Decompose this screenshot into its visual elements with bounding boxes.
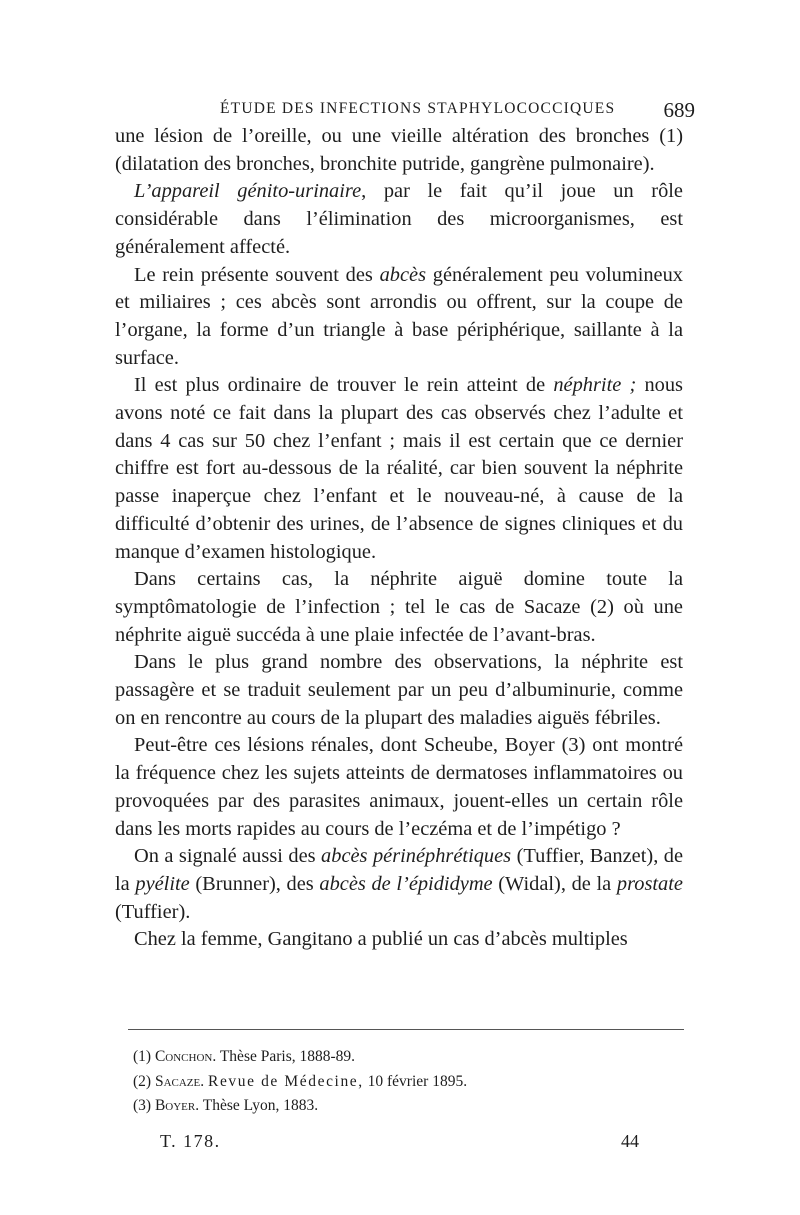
paragraph-4 xyxy=(115,372,683,566)
footnote-2-journal: Revue de Médecine, xyxy=(208,1072,364,1090)
footnote-2-text: 10 février 1895. xyxy=(367,1072,468,1090)
paragraph-8-text-a: On a signalé aussi des xyxy=(134,845,322,868)
paragraph-5: Dans certains cas, la néphrite aiguë domine toute la symptômatologie de l’infection ; tel le cas de Sacaze (2) où une néphrite aiguë succéda à une plaie infectée de l’avant-bras. xyxy=(115,568,683,646)
paragraph-3-text-b: généralement peu volumineux et miliaires ; ces abcès sont arrondis ou offrent, sur la coupe de l’organe, la forme d’un triangle à base périphérique, saillante à la surface. xyxy=(115,263,684,369)
footnote-3-number: (3) xyxy=(133,1097,152,1114)
paragraph-8-text-b: (Tuffier, Banzet), de la xyxy=(115,845,684,895)
paragraph-3-text-a: Le rein présente souvent des xyxy=(134,263,380,286)
page-number: 689 xyxy=(663,98,695,122)
footnote-1-number: (1) xyxy=(133,1048,152,1065)
paragraph-2 xyxy=(115,178,683,261)
paragraph-7: Peut-être ces lésions rénales, dont Scheube, Boyer (3) ont montré la fréquence chez les sujets atteints de dermatoses inflammatoires ou provoquées par des parasites animaux, jouent-elles un certain rôle dans les morts rapides au cours de l’eczéma et de l’impétigo ? xyxy=(115,734,683,840)
paragraph-1: une lésion de l’oreille, ou une vieille altération des bronches (1) (dilatation des bronches, bronchite putride, gangrène pulmonaire). xyxy=(115,125,683,175)
volume-signature: T. 178. xyxy=(160,1131,221,1151)
footnote-1 xyxy=(133,1045,693,1070)
footnote-1-author: Conchon. xyxy=(154,1048,217,1065)
page-header xyxy=(115,98,695,122)
footnote-3 xyxy=(133,1094,693,1119)
footnote-3-author: Boyer. xyxy=(154,1097,200,1114)
footnote-2 xyxy=(133,1070,693,1095)
paragraph-8-text-d: (Widal), de la xyxy=(492,872,617,895)
paragraph-4-text-b: nous avons noté ce fait dans la plupart des cas observés chez l’adulte et dans 4 cas sur 50 chez l’enfant ; mais il est certain que ce dernier chiffre est fort au-dessous de la réalité, car bien souvent la néphrite passe inaperçue chez l’enfant et le nouveau-né, à cause de la difficulté d’obtenir des urines, de l’absence de signes cliniques et du manque d’examen histologique. xyxy=(115,374,683,563)
body-text xyxy=(115,123,683,954)
sheet-number: 44 xyxy=(621,1131,639,1151)
paragraph-3-emphasis: abcès xyxy=(379,263,427,286)
paragraph-8-emphasis-1: abcès périnéphrétiques xyxy=(321,845,512,868)
paragraph-2-emphasis: L’appareil génito-urinaire xyxy=(134,180,362,203)
paragraph-6: Dans le plus grand nombre des observations, la néphrite est passagère et se traduit seulement par un peu d’albuminurie, comme on en rencontre au cours de la plupart des maladies aiguës fébriles. xyxy=(115,651,683,729)
paragraph-8-emphasis-4: prostate xyxy=(616,872,683,895)
paragraph-3 xyxy=(115,262,683,373)
paragraph-8 xyxy=(115,843,683,926)
running-head: ÉTUDE DES INFECTIONS STAPHYLOCOCCIQUES xyxy=(220,100,616,117)
paragraph-8-emphasis-3: abcès de l’épididyme xyxy=(319,872,493,895)
footnotes xyxy=(133,1045,693,1119)
paragraph-4-emphasis: néphrite ; xyxy=(553,374,637,397)
footnote-divider xyxy=(128,1029,684,1030)
paragraph-8-text-e: (Tuffier). xyxy=(115,900,191,923)
footnote-3-text: Thèse Lyon, 1883. xyxy=(202,1097,319,1114)
paragraph-8-text-c: (Brunner), des xyxy=(189,872,320,895)
paragraph-2-text: , par le fait qu’il joue un rôle considérable dans l’élimination des microorganismes, est généralement affecté. xyxy=(115,180,683,258)
footnote-2-number: (2) xyxy=(133,1072,152,1090)
footnote-2-author: Sacaze. xyxy=(154,1072,205,1090)
paragraph-9: Chez la femme, Gangitano a publié un cas d’abcès multiples xyxy=(134,928,628,951)
footnote-1-text: Thèse Paris, 1888-89. xyxy=(219,1048,356,1065)
paragraph-4-text-a: Il est plus ordinaire de trouver le rein atteint de xyxy=(134,374,554,397)
paragraph-8-emphasis-2: pyélite xyxy=(135,872,190,895)
